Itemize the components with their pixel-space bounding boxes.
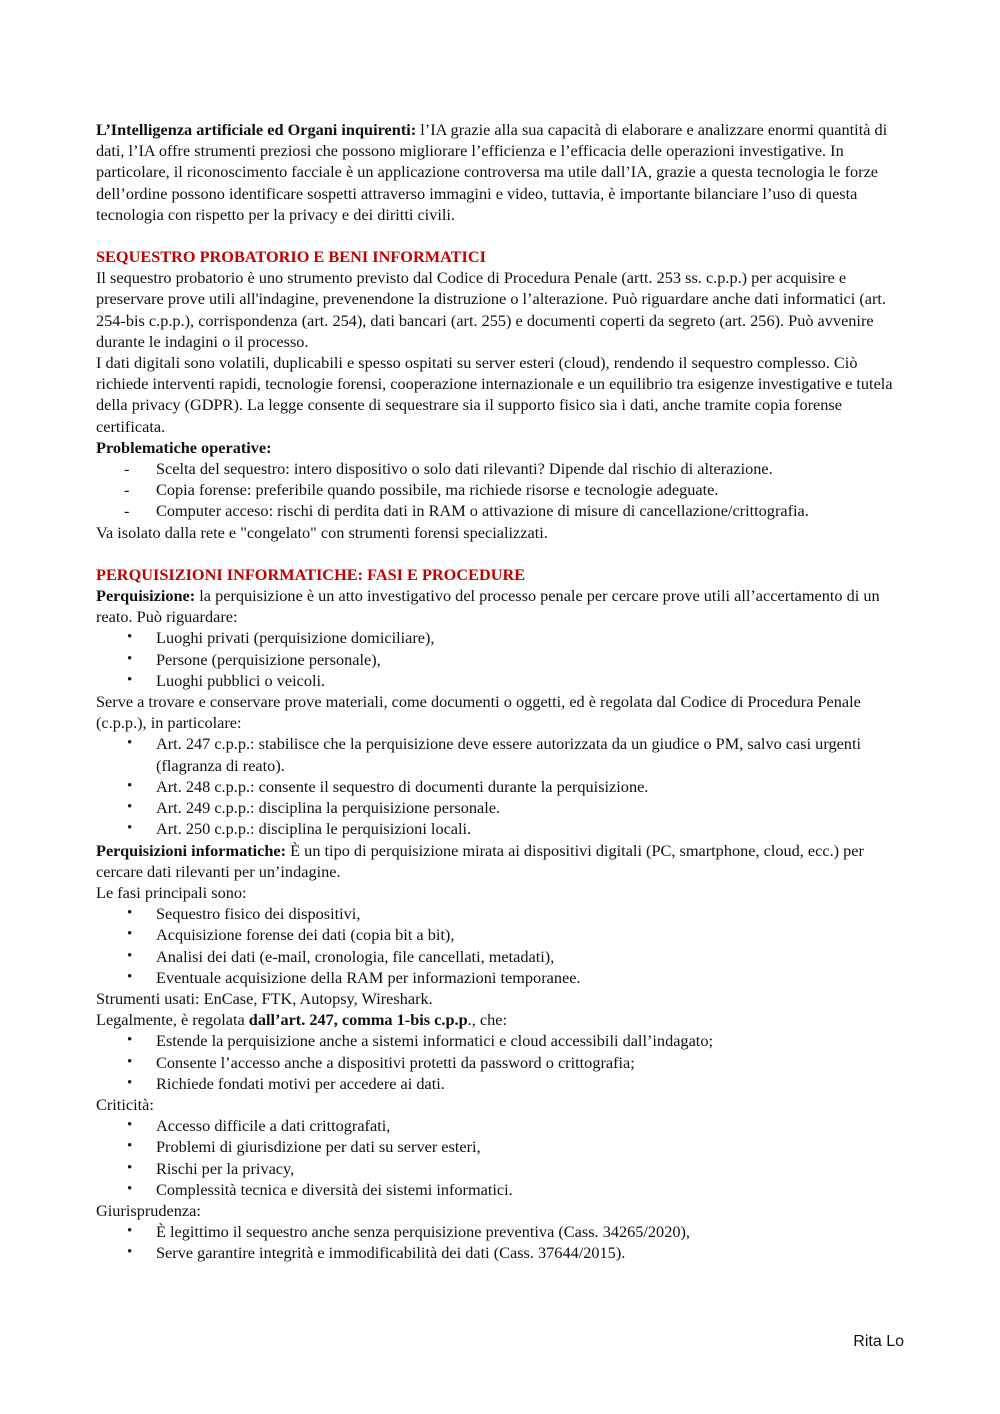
phases-title: Le fasi principali sono:: [96, 882, 247, 902]
intro-text: l’IA grazie alla sua capacità di elaborare e analizzare enormi quantità di dati, l’IA offre strumenti preziosi che possono migliorare l’efficienza e l’efficacia delle operazioni investigative. In particolare, il riconoscimento facciale è un applicazione controversa ma utile dall’IA, grazie a questa tecnologia le forze dell’ordine possono identificare sospetti attraverso immagini e video, tuttavia, è importante bilanciare l’uso di questa tecnologia con rispetto per la privacy e dei diritti civili.: [96, 120, 888, 224]
list-item: • Persone (perquisizione personale),: [96, 649, 904, 670]
list-item: • Art. 250 c.p.p.: disciplina le perquisizioni locali.: [96, 818, 904, 839]
list-item: • Richiede fondati motivi per accedere ai dati.: [96, 1073, 904, 1094]
perquisizione-definition: Perquisizione: la perquisizione è un atto investigativo del processo penale per cercare prove utili all’accertamento di un reato. Può riguardare:: [96, 586, 880, 627]
critic-title: Criticità:: [96, 1094, 154, 1114]
critic-list: [96, 1115, 904, 1200]
list-item: • Eventuale acquisizione della RAM per informazioni temporanee.: [96, 967, 904, 988]
problems-list: [96, 458, 904, 522]
list-item: • Sequestro fisico dei dispositivi,: [96, 903, 904, 924]
list-item: • Luoghi pubblici o veicoli.: [96, 670, 904, 691]
tools-line: Strumenti usati: EnCase, FTK, Autopsy, Wireshark.: [96, 988, 433, 1008]
perquisizioni-informatiche-title: Perquisizioni informatiche:: [96, 840, 287, 860]
juris-list: [96, 1221, 904, 1263]
footer-author: Rita Lo: [853, 1333, 904, 1350]
section-heading-sequestro: SEQUESTRO PROBATORIO E BENI INFORMATICI: [96, 247, 486, 267]
list-item: • Problemi di giurisdizione per dati su server esteri,: [96, 1136, 904, 1157]
list-item: - Scelta del sequestro: intero dispositivo o solo dati rilevanti? Dipende dal rischio di alterazione.: [96, 458, 904, 479]
list-item: • Rischi per la privacy,: [96, 1158, 904, 1179]
legal-list: [96, 1030, 904, 1094]
section-heading-perquisizioni: PERQUISIZIONI INFORMATICHE: FASI E PROCEDURE: [96, 564, 526, 584]
intro-paragraph: [96, 119, 904, 225]
sequestro-paragraph-1: Il sequestro probatorio è uno strumento previsto dal Codice di Procedura Penale (artt. 253 ss. c.p.p.) per acquisire e preservare prove utili all'indagine, prevenendone la distruzione o l’alterazione. Può riguardare anche dati informatici (art. 254-bis c.p.p.), corrispondenza (art. 254), dati bancari (art. 255) e documenti coperti da segreto (art. 256). Può avvenire durante le indagini o il processo.: [96, 268, 886, 351]
places-list: [96, 627, 904, 691]
articles-list: [96, 733, 904, 839]
legal-line: Legalmente, è regolata dall’art. 247, comma 1-bis c.p.p., che:: [96, 1010, 507, 1030]
list-item: • Art. 249 c.p.p.: disciplina la perquisizione personale.: [96, 797, 904, 818]
perquisizioni-informatiche-paragraph: Perquisizioni informatiche: È un tipo di perquisizione mirata ai dispositivi digitali (PC, smartphone, cloud, ecc.) per cercare dati rilevanti per un’indagine.: [96, 840, 864, 881]
sequestro-after-list: Va isolato dalla rete e "congelato" con strumenti forensi specializzati.: [96, 522, 548, 542]
list-item: • Accesso difficile a dati crittografati,: [96, 1115, 904, 1136]
list-item: • È legittimo il sequestro anche senza perquisizione preventiva (Cass. 34265/2020),: [96, 1221, 904, 1242]
list-item: - Computer acceso: rischi di perdita dati in RAM o attivazione di misure di cancellazione/crittografia.: [96, 500, 904, 521]
list-item: • Consente l’accesso anche a dispositivi protetti da password o crittografia;: [96, 1052, 904, 1073]
serve-paragraph: Serve a trovare e conservare prove materiali, come documenti o oggetti, ed è regolata dal Codice di Procedura Penale (c.p.p.), in particolare:: [96, 692, 861, 733]
list-item: - Copia forense: preferibile quando possibile, ma richiede risorse e tecnologie adeguate.: [96, 479, 904, 500]
list-item: • Acquisizione forense dei dati (copia bit a bit),: [96, 924, 904, 945]
list-item: • Serve garantire integrità e immodificabilità dei dati (Cass. 37644/2015).: [96, 1242, 904, 1263]
perquisizione-def-title: Perquisizione:: [96, 586, 196, 606]
list-item: • Complessità tecnica e diversità dei sistemi informatici.: [96, 1179, 904, 1200]
list-item: • Art. 247 c.p.p.: stabilisce che la perquisizione deve essere autorizzata da un giudice o PM, salvo casi urgenti (flagranza di reato).: [96, 733, 904, 775]
list-item: • Estende la perquisizione anche a sistemi informatici e cloud accessibili dall’indagato;: [96, 1030, 904, 1051]
list-item: • Analisi dei dati (e-mail, cronologia, file cancellati, metadati),: [96, 946, 904, 967]
list-item: • Luoghi privati (perquisizione domiciliare),: [96, 627, 904, 648]
list-item: • Art. 248 c.p.p.: consente il sequestro di documenti durante la perquisizione.: [96, 776, 904, 797]
intro-title: L’Intelligenza artificiale ed Organi inquirenti:: [96, 120, 417, 139]
document-page: [96, 119, 904, 1264]
juris-title: Giurisprudenza:: [96, 1200, 201, 1220]
problems-title: Problematiche operative:: [96, 437, 272, 457]
phases-list: [96, 903, 904, 988]
sequestro-paragraph-2: I dati digitali sono volatili, duplicabili e spesso ospitati su server esteri (cloud), rendendo il sequestro complesso. Ciò richiede interventi rapidi, tecnologie forensi, cooperazione internazionale e un equilibrio tra esigenze investigative e tutela della privacy (GDPR). La legge consente di sequestrare sia il supporto fisico sia i dati, anche tramite copia forense certificata.: [96, 353, 893, 436]
